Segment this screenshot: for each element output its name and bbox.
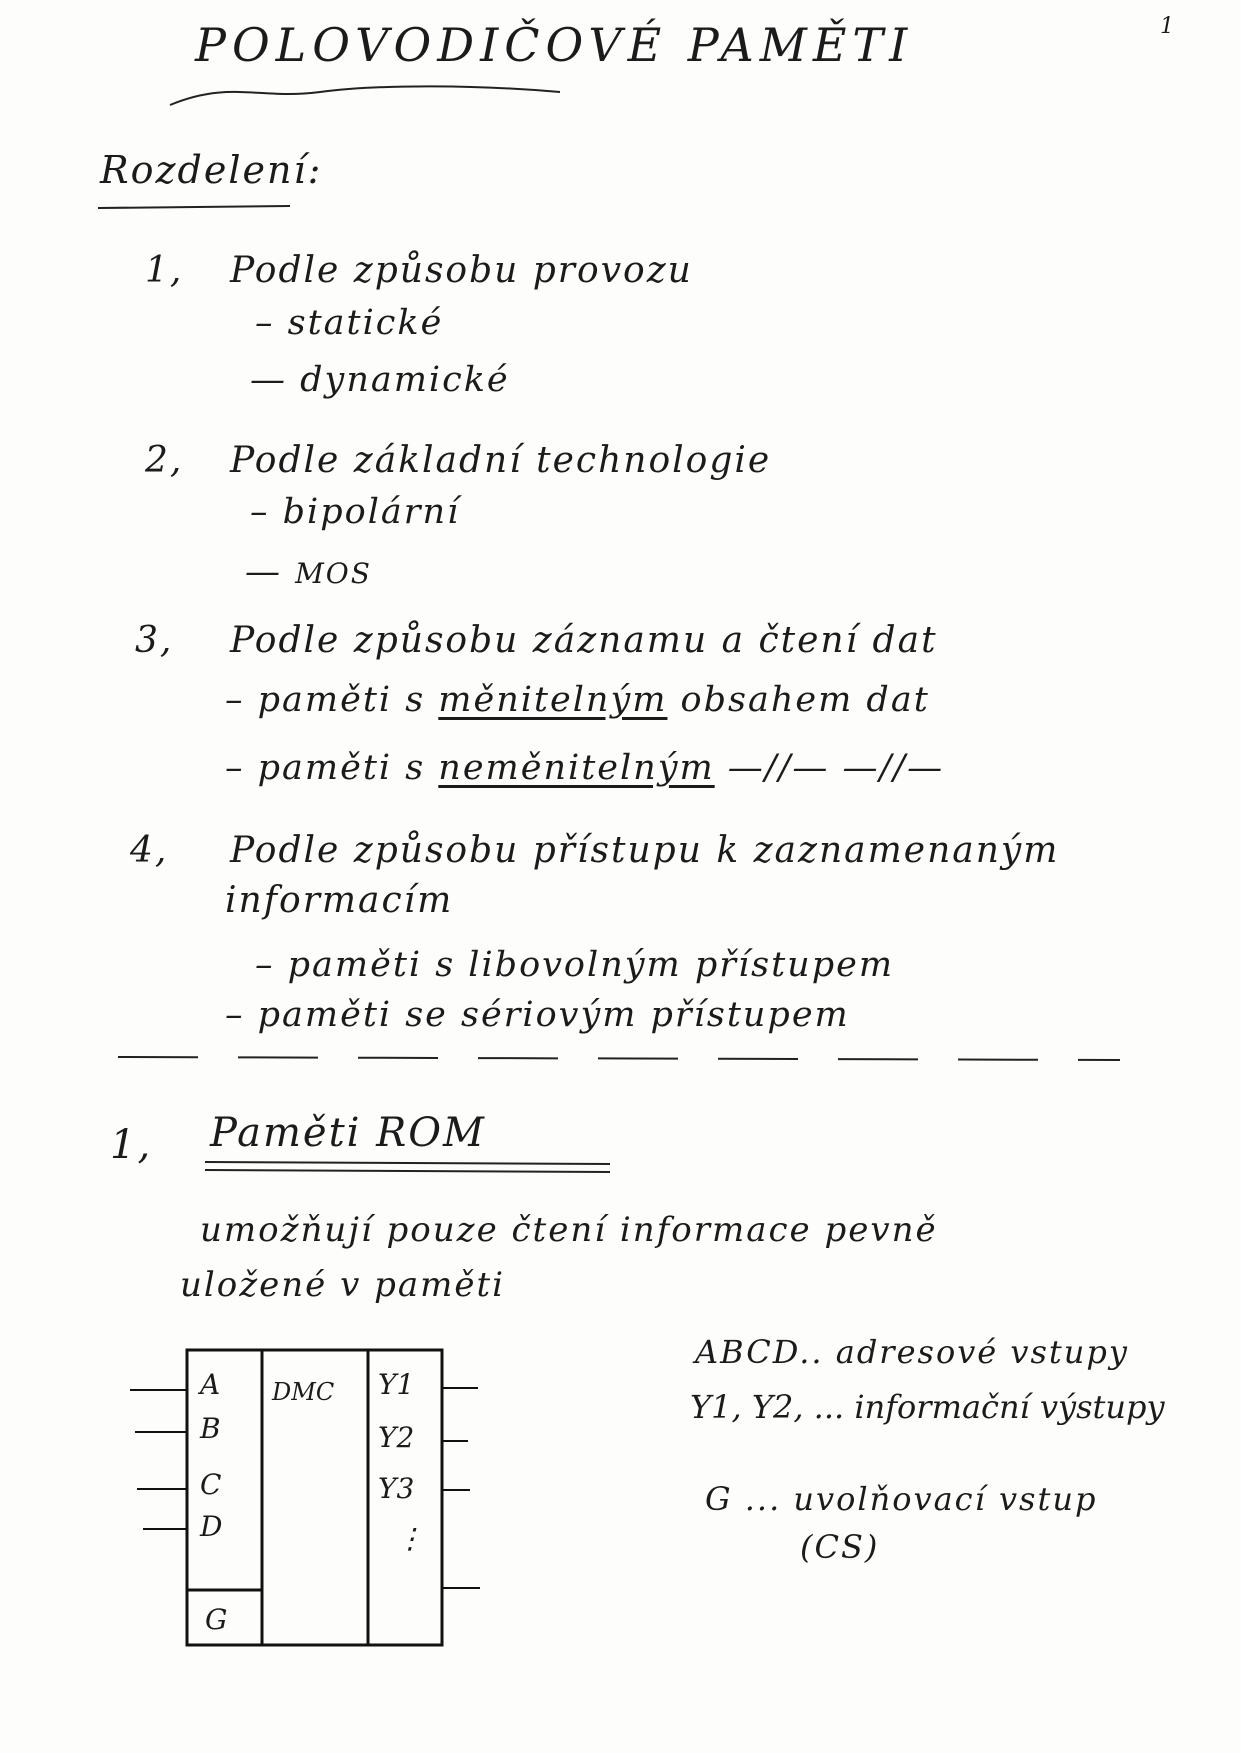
- rom-output-y2: Y2: [378, 1421, 415, 1454]
- rom-output-y3: Y3: [378, 1472, 415, 1505]
- rom-input-b: B: [200, 1412, 221, 1445]
- legend-line-1: ABCD.. adresové vstupy: [695, 1333, 1129, 1371]
- rom-input-a: A: [200, 1368, 221, 1401]
- criterion-2-number: 2,: [145, 440, 184, 481]
- heading-underline: [98, 206, 290, 208]
- criterion-3-number: 3,: [135, 620, 174, 661]
- criterion-3-label: Podle způsobu záznamu a čtení dat: [230, 620, 938, 661]
- criterion-1-number: 1,: [145, 250, 184, 291]
- section-underline-1: [205, 1162, 610, 1164]
- criterion-3-item-1-emph: měnitelným: [438, 680, 668, 720]
- rom-input-d: D: [200, 1510, 223, 1543]
- section-number: 1,: [110, 1122, 153, 1168]
- rom-output-y1: Y1: [378, 1368, 415, 1401]
- rom-enable-input: G: [205, 1603, 228, 1636]
- section-underline-2: [205, 1170, 610, 1172]
- rom-input-c: C: [200, 1468, 222, 1501]
- page-number: 1: [1160, 14, 1176, 39]
- rom-output-ellipsis: ⋮: [396, 1522, 424, 1555]
- division-heading: Rozdelení:: [100, 148, 323, 192]
- criterion-4-label: Podle způsobu přístupu k zaznamenaným: [230, 830, 1060, 871]
- criterion-1-item-2: dynamické: [300, 360, 510, 400]
- criterion-3-item-1-before: paměti s: [257, 680, 439, 720]
- criterion-1-label: Podle způsobu provozu: [230, 250, 693, 291]
- separator-line: [118, 1057, 1120, 1060]
- section-description-line-1: umožňují pouze čtení informace pevně: [200, 1210, 938, 1250]
- page-title: POLOVODIČOVÉ PAMĚTI: [195, 18, 914, 72]
- criterion-4-number: 4,: [130, 830, 169, 871]
- criterion-1-item-1: statické: [287, 303, 444, 343]
- criterion-2-label: Podle základní technologie: [230, 440, 772, 481]
- title-underline: [170, 86, 560, 105]
- section-title: Paměti ROM: [210, 1110, 487, 1156]
- criterion-3-item-2-before: paměti s: [257, 748, 439, 788]
- criterion-2-item-2: MOS: [295, 557, 372, 590]
- legend-line-4: (CS): [800, 1528, 880, 1566]
- criterion-3-item-2-after: —//— —//—: [714, 748, 945, 788]
- note-page: 1 POLOVODIČOVÉ PAMĚTI Rozdelení: 1, Podle způsobu provozu – statické — dynamické 2, Podle základní technologie – bipolární — MOS 3, Podle způsobu záznamu a čtení dat – paměti s měnitelným obsahem dat – paměti s neměnitelným —//— —//— 4, Podle způsobu přístupu k zaznamenaným informacím – paměti s libovolným přístupem – paměti se sériovým přístupem 1, Paměti ROM umožňují pouze čtení informace pevně uložené v paměti A B C D DMC Y1 Y2 Y3 ⋮ G ABCD.. adresové vstupy Y1, Y2, ... informační výstupy G ... uvolňovací vstup (CS): [0, 0, 1241, 1753]
- criterion-4-item-2: paměti se sériovým přístupem: [257, 995, 850, 1035]
- criterion-3-item-2-emph: neměnitelným: [438, 748, 715, 788]
- criterion-4-item-1: paměti s libovolným přístupem: [287, 945, 895, 985]
- rom-function-label: DMC: [272, 1378, 335, 1406]
- section-description-line-2: uložené v paměti: [180, 1265, 506, 1305]
- criterion-3-item-1-after: obsahem dat: [667, 680, 930, 720]
- criterion-2-item-1: bipolární: [282, 492, 461, 532]
- criterion-4-label-continued: informacím: [225, 880, 454, 921]
- legend-line-2: Y1, Y2, ... informační výstupy: [690, 1388, 1165, 1426]
- legend-line-3: G ... uvolňovací vstup: [705, 1480, 1098, 1518]
